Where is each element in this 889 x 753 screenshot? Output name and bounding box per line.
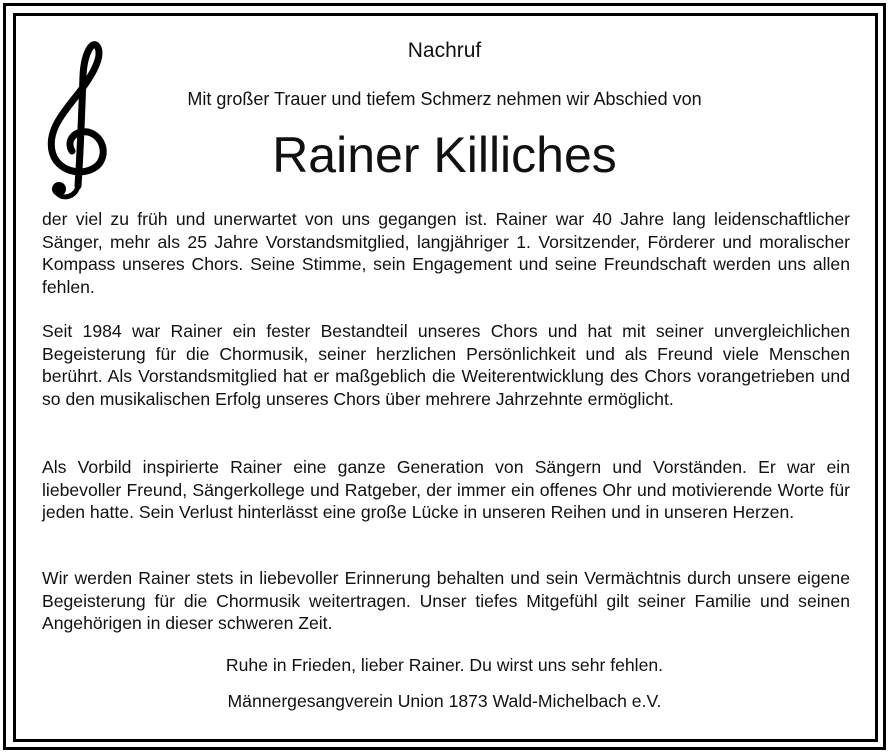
intro-line: Mit großer Trauer und tiefem Schmerz nehmen wir Abschied von: [187, 89, 702, 109]
paragraph-3: Als Vorbild inspirierte Rainer eine ganze Generation von Sängern und Vorständen. Er war ein liebevoller Freund, Sängerkollege und Ratgeber, der immer ein offenes Ohr und motivierende Worte für jeden hatte. Sein Verlust hinterlässt eine große Lücke in unseren Reihen und in unseren Herzen.: [42, 457, 850, 522]
signature-line: Männergesangverein Union 1873 Wald-Michelbach e.V.: [227, 691, 662, 711]
paragraph-1: der viel zu früh und unerwartet von uns gegangen ist. Rainer war 40 Jahre lang leidenschaftlicher Sänger, mehr als 25 Jahre Vorstandsmitglied, langjähriger 1. Vorsitzender, Förderer und moralischer Kompass unseres Chors. Seine Stimme, sein Engagement und seine Freundschaft werden uns allen fehlen.: [42, 209, 850, 297]
deceased-name: Rainer Killiches: [272, 127, 617, 183]
notice-heading: Nachruf: [407, 39, 482, 62]
paragraph-2: Seit 1984 war Rainer ein fester Bestandteil unseres Chors und hat mit seiner unvergleichlichen Begeisterung für die Chormusik, seiner herzlichen Persönlichkeit und als Freund viele Menschen berührt. Als Vorstandsmitglied hat er maßgeblich die Weiterentwicklung des Chors vorangetrieben und so den musikalischen Erfolg unseres Chors über mehrere Jahrzehnte ermöglicht.: [42, 321, 850, 409]
closing-line: Ruhe in Frieden, lieber Rainer. Du wirst uns sehr fehlen.: [225, 655, 664, 675]
paragraph-4: Wir werden Rainer stets in liebevoller Erinnerung behalten und sein Vermächtnis durch unsere eigene Begeisterung für die Chormusik weitertragen. Unser tiefes Mitgefühl gilt seiner Familie und seinen Angehörigen in dieser schweren Zeit.: [42, 568, 850, 633]
